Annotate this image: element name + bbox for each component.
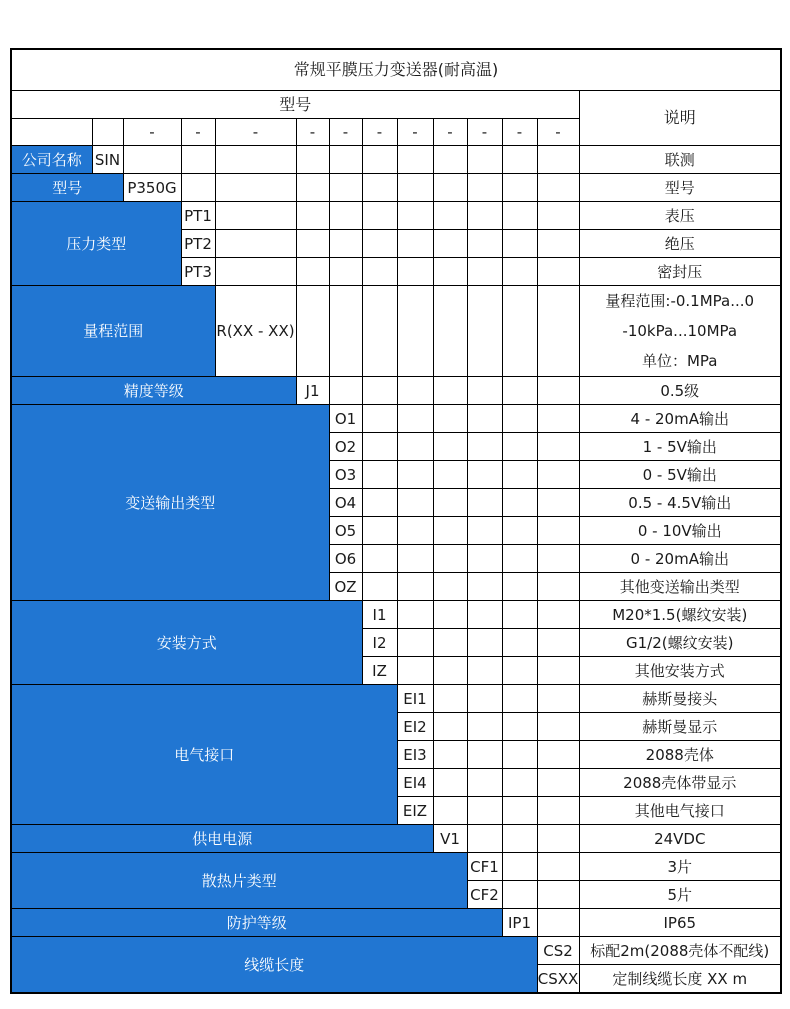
empty-cell	[502, 377, 537, 405]
empty-cell	[502, 489, 537, 517]
empty-cell	[397, 230, 433, 258]
dash-cell: -	[502, 119, 537, 146]
empty-cell	[467, 433, 502, 461]
empty-cell	[215, 174, 296, 202]
code-i1: I1	[362, 601, 397, 629]
empty-cell	[467, 489, 502, 517]
empty-cell	[467, 202, 502, 230]
empty-cell	[537, 405, 579, 433]
empty-cell	[537, 909, 579, 937]
empty-cell	[362, 174, 397, 202]
desc-o6: 0 - 20mA输出	[579, 545, 781, 573]
desc-i2: G1/2(螺纹安装)	[579, 629, 781, 657]
empty-cell	[362, 433, 397, 461]
category-company-name: 公司名称	[11, 146, 92, 174]
desc-cf1: 3片	[579, 853, 781, 881]
code-pt3: PT3	[181, 258, 215, 286]
empty-cell	[362, 461, 397, 489]
empty-cell	[467, 685, 502, 713]
empty-cell	[397, 461, 433, 489]
empty-cell	[537, 741, 579, 769]
empty-cell	[467, 286, 502, 377]
empty-cell	[537, 881, 579, 909]
empty-cell	[329, 174, 362, 202]
desc-o4: 0.5 - 4.5V输出	[579, 489, 781, 517]
empty-cell	[467, 258, 502, 286]
empty-cell	[467, 797, 502, 825]
empty-cell	[467, 769, 502, 797]
empty-cell	[433, 405, 467, 433]
category-range: 量程范围	[11, 286, 215, 377]
empty-cell	[467, 573, 502, 601]
dash-cell: -	[433, 119, 467, 146]
empty-cell	[397, 545, 433, 573]
empty-cell	[433, 146, 467, 174]
code-ei3: EI3	[397, 741, 433, 769]
empty-cell	[502, 202, 537, 230]
desc-ei4: 2088壳体带显示	[579, 769, 781, 797]
desc-pt2: 绝压	[579, 230, 781, 258]
model-header: 型号	[11, 91, 579, 119]
empty-cell	[537, 230, 579, 258]
empty-cell	[433, 741, 467, 769]
desc-v1: 24VDC	[579, 825, 781, 853]
empty-cell	[329, 258, 362, 286]
empty-cell	[537, 202, 579, 230]
range-line-2: -10kPa...10MPa	[622, 322, 738, 340]
empty-cell	[433, 685, 467, 713]
empty-cell	[502, 545, 537, 573]
empty-cell	[502, 230, 537, 258]
empty-cell	[467, 713, 502, 741]
empty-cell	[397, 174, 433, 202]
empty-cell	[502, 517, 537, 545]
dash-cell: -	[215, 119, 296, 146]
category-power-supply: 供电电源	[11, 825, 433, 853]
category-model: 型号	[11, 174, 123, 202]
empty-cell	[467, 174, 502, 202]
empty-cell	[433, 545, 467, 573]
desc-ei2: 赫斯曼显示	[579, 713, 781, 741]
empty-cell	[397, 286, 433, 377]
code-ei1: EI1	[397, 685, 433, 713]
empty-cell	[433, 174, 467, 202]
empty-cell	[537, 657, 579, 685]
empty-cell	[397, 258, 433, 286]
desc-o1: 4 - 20mA输出	[579, 405, 781, 433]
desc-model: 型号	[579, 174, 781, 202]
range-line-3: 单位：MPa	[641, 352, 718, 370]
empty-cell	[362, 258, 397, 286]
empty-cell	[329, 230, 362, 258]
empty-cell	[397, 489, 433, 517]
category-accuracy: 精度等级	[11, 377, 296, 405]
empty-cell	[362, 545, 397, 573]
empty-cell	[537, 629, 579, 657]
desc-j1: 0.5级	[579, 377, 781, 405]
empty-cell	[467, 741, 502, 769]
empty-cell	[502, 713, 537, 741]
dash-cell: -	[123, 119, 181, 146]
empty-cell	[296, 146, 329, 174]
empty-cell	[537, 377, 579, 405]
empty-cell	[397, 657, 433, 685]
empty-cell	[502, 258, 537, 286]
empty-cell	[537, 685, 579, 713]
empty-cell	[329, 146, 362, 174]
empty-cell	[467, 601, 502, 629]
description-header: 说明	[579, 91, 781, 146]
empty-cell	[181, 174, 215, 202]
dash-cell: -	[467, 119, 502, 146]
empty-cell	[502, 797, 537, 825]
empty-cell	[433, 713, 467, 741]
empty-cell	[433, 601, 467, 629]
empty-cell	[296, 258, 329, 286]
empty-cell	[362, 517, 397, 545]
empty-cell	[467, 461, 502, 489]
empty-cell	[537, 461, 579, 489]
empty-cell	[502, 741, 537, 769]
empty-cell	[362, 286, 397, 377]
desc-i1: M20*1.5(螺纹安装)	[579, 601, 781, 629]
empty-cell	[537, 713, 579, 741]
range-line-1: 量程范围:-0.1MPa...0	[605, 292, 755, 310]
empty-cell	[502, 853, 537, 881]
dash-cell: -	[296, 119, 329, 146]
empty-cell	[433, 517, 467, 545]
empty-cell	[467, 825, 502, 853]
desc-iz: 其他安装方式	[579, 657, 781, 685]
empty-cell	[362, 405, 397, 433]
desc-range	[579, 286, 781, 377]
code-o2: O2	[329, 433, 362, 461]
empty-cell	[397, 601, 433, 629]
empty-cell	[537, 573, 579, 601]
empty-cell	[215, 202, 296, 230]
empty-cell	[502, 657, 537, 685]
selection-table	[10, 48, 782, 994]
desc-ip1: IP65	[579, 909, 781, 937]
empty-cell	[397, 146, 433, 174]
empty-cell	[537, 174, 579, 202]
empty-cell	[537, 286, 579, 377]
empty-cell	[433, 797, 467, 825]
empty-cell	[397, 405, 433, 433]
empty-cell	[537, 825, 579, 853]
empty-cell	[215, 258, 296, 286]
empty-cell	[502, 685, 537, 713]
empty-cell	[467, 517, 502, 545]
empty-cell	[296, 174, 329, 202]
code-csxx: CSXX	[537, 965, 579, 994]
desc-csxx: 定制线缆长度 XX m	[579, 965, 781, 994]
empty-cell	[433, 657, 467, 685]
empty-cell	[537, 489, 579, 517]
empty-cell	[362, 202, 397, 230]
empty-cell	[433, 573, 467, 601]
code-iz: IZ	[362, 657, 397, 685]
empty-cell	[362, 489, 397, 517]
desc-o3: 0 - 5V输出	[579, 461, 781, 489]
empty-cell	[467, 377, 502, 405]
empty-cell	[433, 286, 467, 377]
empty-cell	[397, 629, 433, 657]
code-p350g: P350G	[123, 174, 181, 202]
dash-cell: -	[537, 119, 579, 146]
desc-o2: 1 - 5V输出	[579, 433, 781, 461]
empty-cell	[502, 174, 537, 202]
code-ei2: EI2	[397, 713, 433, 741]
category-installation: 安装方式	[11, 601, 362, 685]
code-o6: O6	[329, 545, 362, 573]
empty-cell	[537, 517, 579, 545]
category-pressure-type: 压力类型	[11, 202, 181, 286]
desc-cs2: 标配2m(2088壳体不配线)	[579, 937, 781, 965]
empty-cell	[329, 286, 362, 377]
dash-cell: -	[362, 119, 397, 146]
empty-cell	[467, 405, 502, 433]
empty-cell	[123, 146, 181, 174]
dash-cell: -	[329, 119, 362, 146]
empty-cell	[296, 230, 329, 258]
code-sin: SIN	[92, 146, 123, 174]
empty-cell	[537, 769, 579, 797]
desc-cf2: 5片	[579, 881, 781, 909]
empty-cell	[537, 545, 579, 573]
desc-pt1: 表压	[579, 202, 781, 230]
code-j1: J1	[296, 377, 329, 405]
code-v1: V1	[433, 825, 467, 853]
empty-cell	[433, 461, 467, 489]
code-range: R(XX - XX)	[215, 286, 296, 377]
empty-cell	[329, 202, 362, 230]
desc-oz: 其他变送输出类型	[579, 573, 781, 601]
desc-pt3: 密封压	[579, 258, 781, 286]
code-ip1: IP1	[502, 909, 537, 937]
empty-cell	[502, 405, 537, 433]
empty-cell	[11, 119, 92, 146]
empty-cell	[502, 629, 537, 657]
empty-cell	[433, 230, 467, 258]
desc-company-name: 联测	[579, 146, 781, 174]
empty-cell	[397, 202, 433, 230]
empty-cell	[467, 545, 502, 573]
code-i2: I2	[362, 629, 397, 657]
empty-cell	[215, 230, 296, 258]
code-o3: O3	[329, 461, 362, 489]
code-cs2: CS2	[537, 937, 579, 965]
empty-cell	[502, 825, 537, 853]
category-cable-length: 线缆长度	[11, 937, 537, 994]
empty-cell	[397, 433, 433, 461]
desc-ei3: 2088壳体	[579, 741, 781, 769]
empty-cell	[362, 573, 397, 601]
empty-cell	[467, 657, 502, 685]
empty-cell	[433, 377, 467, 405]
empty-cell	[502, 433, 537, 461]
empty-cell	[181, 146, 215, 174]
empty-cell	[433, 489, 467, 517]
code-eiz: EIZ	[397, 797, 433, 825]
empty-cell	[537, 433, 579, 461]
category-electrical-interface: 电气接口	[11, 685, 397, 825]
empty-cell	[433, 433, 467, 461]
empty-cell	[433, 629, 467, 657]
empty-cell	[362, 230, 397, 258]
code-cf2: CF2	[467, 881, 502, 909]
desc-eiz: 其他电气接口	[579, 797, 781, 825]
dash-cell: -	[181, 119, 215, 146]
empty-cell	[433, 258, 467, 286]
category-protection-rating: 防护等级	[11, 909, 502, 937]
empty-cell	[296, 202, 329, 230]
empty-cell	[502, 146, 537, 174]
code-o1: O1	[329, 405, 362, 433]
code-pt2: PT2	[181, 230, 215, 258]
desc-ei1: 赫斯曼接头	[579, 685, 781, 713]
code-o5: O5	[329, 517, 362, 545]
code-ei4: EI4	[397, 769, 433, 797]
empty-cell	[502, 461, 537, 489]
empty-cell	[502, 286, 537, 377]
dash-cell: -	[397, 119, 433, 146]
empty-cell	[296, 286, 329, 377]
empty-cell	[397, 573, 433, 601]
empty-cell	[467, 629, 502, 657]
empty-cell	[537, 797, 579, 825]
empty-cell	[467, 230, 502, 258]
empty-cell	[467, 146, 502, 174]
category-output-type: 变送输出类型	[11, 405, 329, 601]
empty-cell	[397, 517, 433, 545]
table-title: 常规平膜压力变送器(耐高温)	[11, 49, 781, 91]
empty-cell	[215, 146, 296, 174]
category-heatsink-type: 散热片类型	[11, 853, 467, 909]
empty-cell	[433, 202, 467, 230]
empty-cell	[537, 853, 579, 881]
empty-cell	[362, 377, 397, 405]
empty-cell	[537, 146, 579, 174]
empty-cell	[92, 119, 123, 146]
empty-cell	[502, 601, 537, 629]
empty-cell	[397, 377, 433, 405]
desc-o5: 0 - 10V输出	[579, 517, 781, 545]
empty-cell	[502, 881, 537, 909]
empty-cell	[362, 146, 397, 174]
code-o4: O4	[329, 489, 362, 517]
empty-cell	[433, 769, 467, 797]
code-cf1: CF1	[467, 853, 502, 881]
code-oz: OZ	[329, 573, 362, 601]
code-pt1: PT1	[181, 202, 215, 230]
empty-cell	[537, 258, 579, 286]
empty-cell	[502, 573, 537, 601]
empty-cell	[329, 377, 362, 405]
empty-cell	[502, 769, 537, 797]
empty-cell	[537, 601, 579, 629]
